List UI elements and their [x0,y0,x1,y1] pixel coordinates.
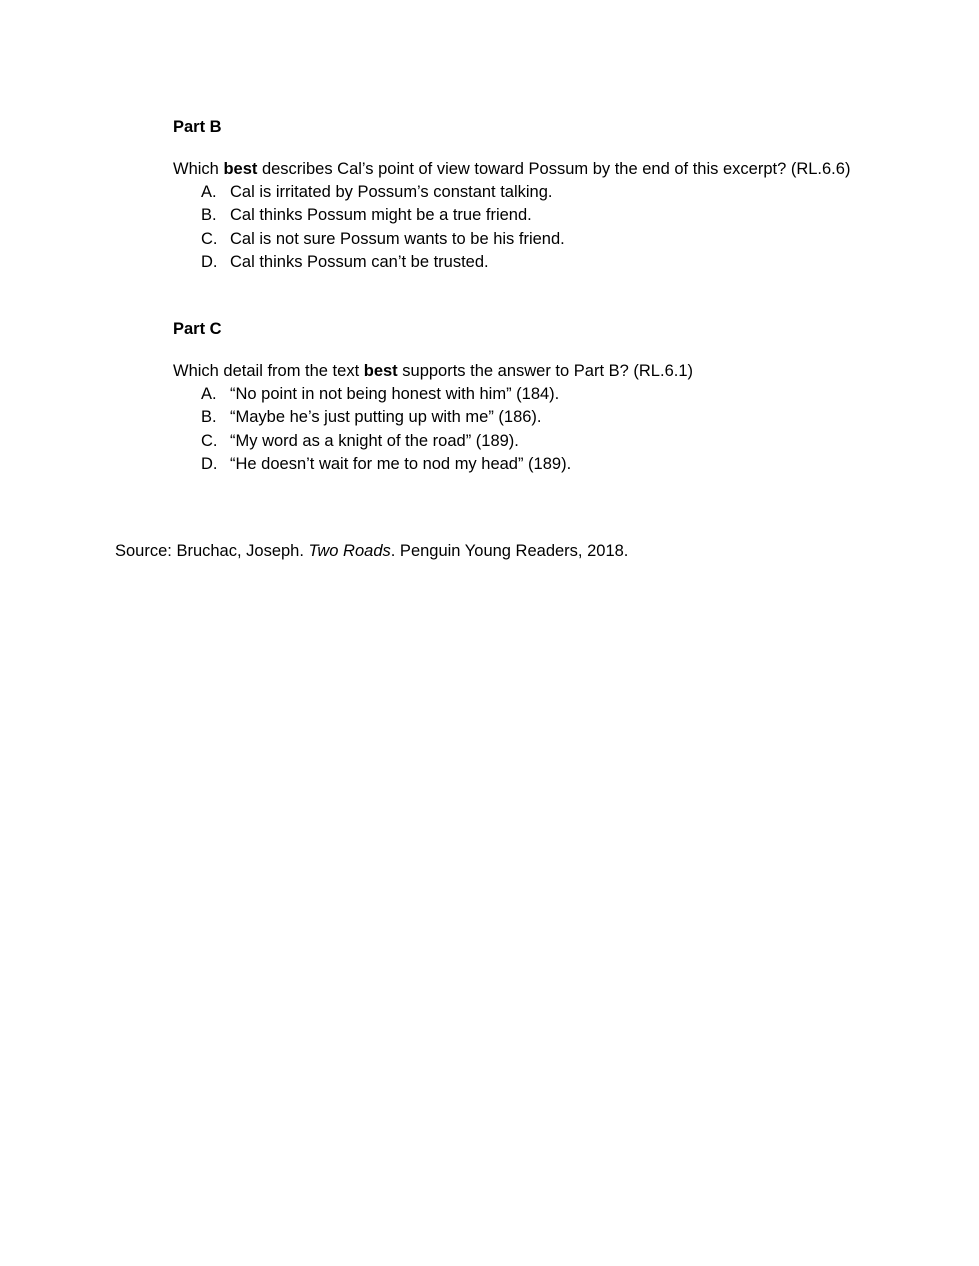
option-letter: B. [201,408,217,427]
source-citation [115,540,628,563]
option-letter: A. [201,183,217,201]
part-b-options [173,181,863,274]
part-c-question-emphasis: best [363,362,398,380]
option-letter: C. [201,431,218,450]
part-c-section [173,318,863,476]
source-book-title: Two Roads [308,542,391,560]
option-text: “Maybe he’s just putting up with me” (186). [230,408,542,427]
part-b-question-end: describes Cal’s point of view toward Possum by the end of this excerpt? (RL.6.6) [257,160,851,178]
source-prefix: Source: Bruchac, Joseph. [115,542,309,560]
option-letter: A. [201,385,217,403]
option-letter: D. [201,252,218,271]
option-text: Cal thinks Possum might be a true friend. [230,206,532,225]
part-c-question [173,360,863,383]
part-b-option-a [173,181,863,204]
option-text: Cal is irritated by Possum’s constant talking. [230,183,553,201]
option-text: Cal thinks Possum can’t be trusted. [230,252,489,271]
option-text: “No point in not being honest with him” (184). [230,385,560,403]
part-c-heading: Part C [173,320,222,338]
part-b-section [173,116,863,274]
part-b-heading: Part B [173,118,222,136]
source-suffix: . Penguin Young Readers, 2018. [390,542,629,560]
part-c-option-a [173,383,863,406]
part-c-options [173,383,863,476]
part-c-option-c [173,430,863,453]
part-b-option-c [173,228,863,251]
option-text: “My word as a knight of the road” (189). [230,431,519,450]
part-c-option-d [173,453,863,476]
option-text: Cal is not sure Possum wants to be his friend. [230,229,565,248]
option-letter: D. [201,454,218,473]
part-b-option-d [173,251,863,274]
option-text: “He doesn’t wait for me to nod my head” (189). [230,454,572,473]
part-c-question-end: supports the answer to Part B? (RL.6.1) [397,362,693,380]
part-c-question-start: Which detail from the text [173,362,364,380]
part-c-option-b [173,406,863,429]
part-b-question-start: Which [173,160,224,178]
option-letter: C. [201,229,218,248]
part-b-question-emphasis: best [223,160,258,178]
part-b-option-b [173,204,863,227]
option-letter: B. [201,206,217,225]
part-b-question [173,158,863,181]
